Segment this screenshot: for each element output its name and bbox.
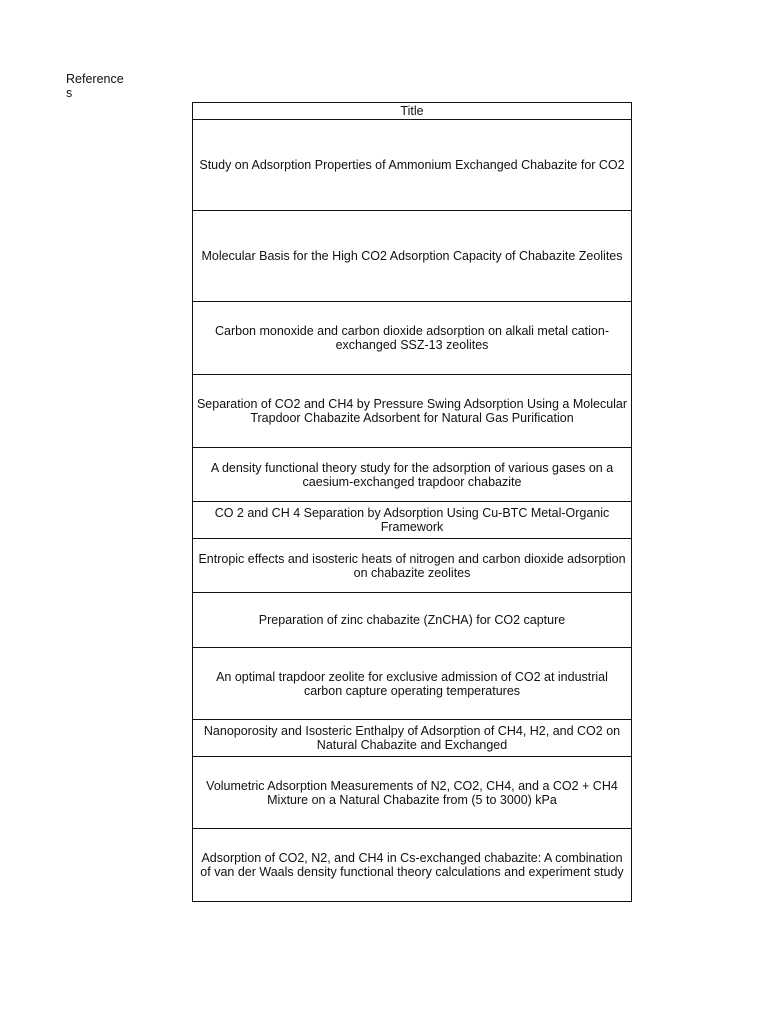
column-header-title: Title <box>193 103 632 120</box>
table-row <box>193 448 632 502</box>
reference-title-cell: Preparation of zinc chabazite (ZnCHA) for CO2 capture <box>193 593 632 648</box>
reference-title-cell: Volumetric Adsorption Measurements of N2, CO2, CH4, and a CO2 + CH4 Mixture on a Natural Chabazite from (5 to 3000) kPa <box>193 757 632 829</box>
references-label: References <box>66 72 124 100</box>
reference-title-cell: Molecular Basis for the High CO2 Adsorption Capacity of Chabazite Zeolites <box>193 211 632 302</box>
table-row <box>193 593 632 648</box>
reference-title-cell: Nanoporosity and Isosteric Enthalpy of Adsorption of CH4, H2, and CO2 on Natural Chabazite and Exchanged <box>193 720 632 757</box>
reference-title-cell: A density functional theory study for the adsorption of various gases on a caesium-exchanged trapdoor chabazite <box>193 448 632 502</box>
table-row <box>193 757 632 829</box>
table-header-row <box>193 103 632 120</box>
reference-title-cell: Separation of CO2 and CH4 by Pressure Swing Adsorption Using a Molecular Trapdoor Chabazite Adsorbent for Natural Gas Purification <box>193 375 632 448</box>
table-row <box>193 539 632 593</box>
references-table <box>192 102 632 902</box>
table-row <box>193 375 632 448</box>
reference-title-cell: Adsorption of CO2, N2, and CH4 in Cs-exchanged chabazite: A combination of van der Waals density functional theory calculations and experiment study <box>193 829 632 902</box>
table-row <box>193 502 632 539</box>
table-row <box>193 120 632 211</box>
reference-title-cell: Carbon monoxide and carbon dioxide adsorption on alkali metal cation-exchanged SSZ-13 zeolites <box>193 302 632 375</box>
table-row <box>193 720 632 757</box>
table-row <box>193 648 632 720</box>
table-row <box>193 829 632 902</box>
table-body <box>193 120 632 902</box>
reference-title-cell: CO 2 and CH 4 Separation by Adsorption Using Cu-BTC Metal-Organic Framework <box>193 502 632 539</box>
table-row <box>193 211 632 302</box>
table-row <box>193 302 632 375</box>
reference-title-cell: Entropic effects and isosteric heats of nitrogen and carbon dioxide adsorption on chabazite zeolites <box>193 539 632 593</box>
reference-title-cell: An optimal trapdoor zeolite for exclusive admission of CO2 at industrial carbon capture operating temperatures <box>193 648 632 720</box>
reference-title-cell: Study on Adsorption Properties of Ammonium Exchanged Chabazite for CO2 <box>193 120 632 211</box>
